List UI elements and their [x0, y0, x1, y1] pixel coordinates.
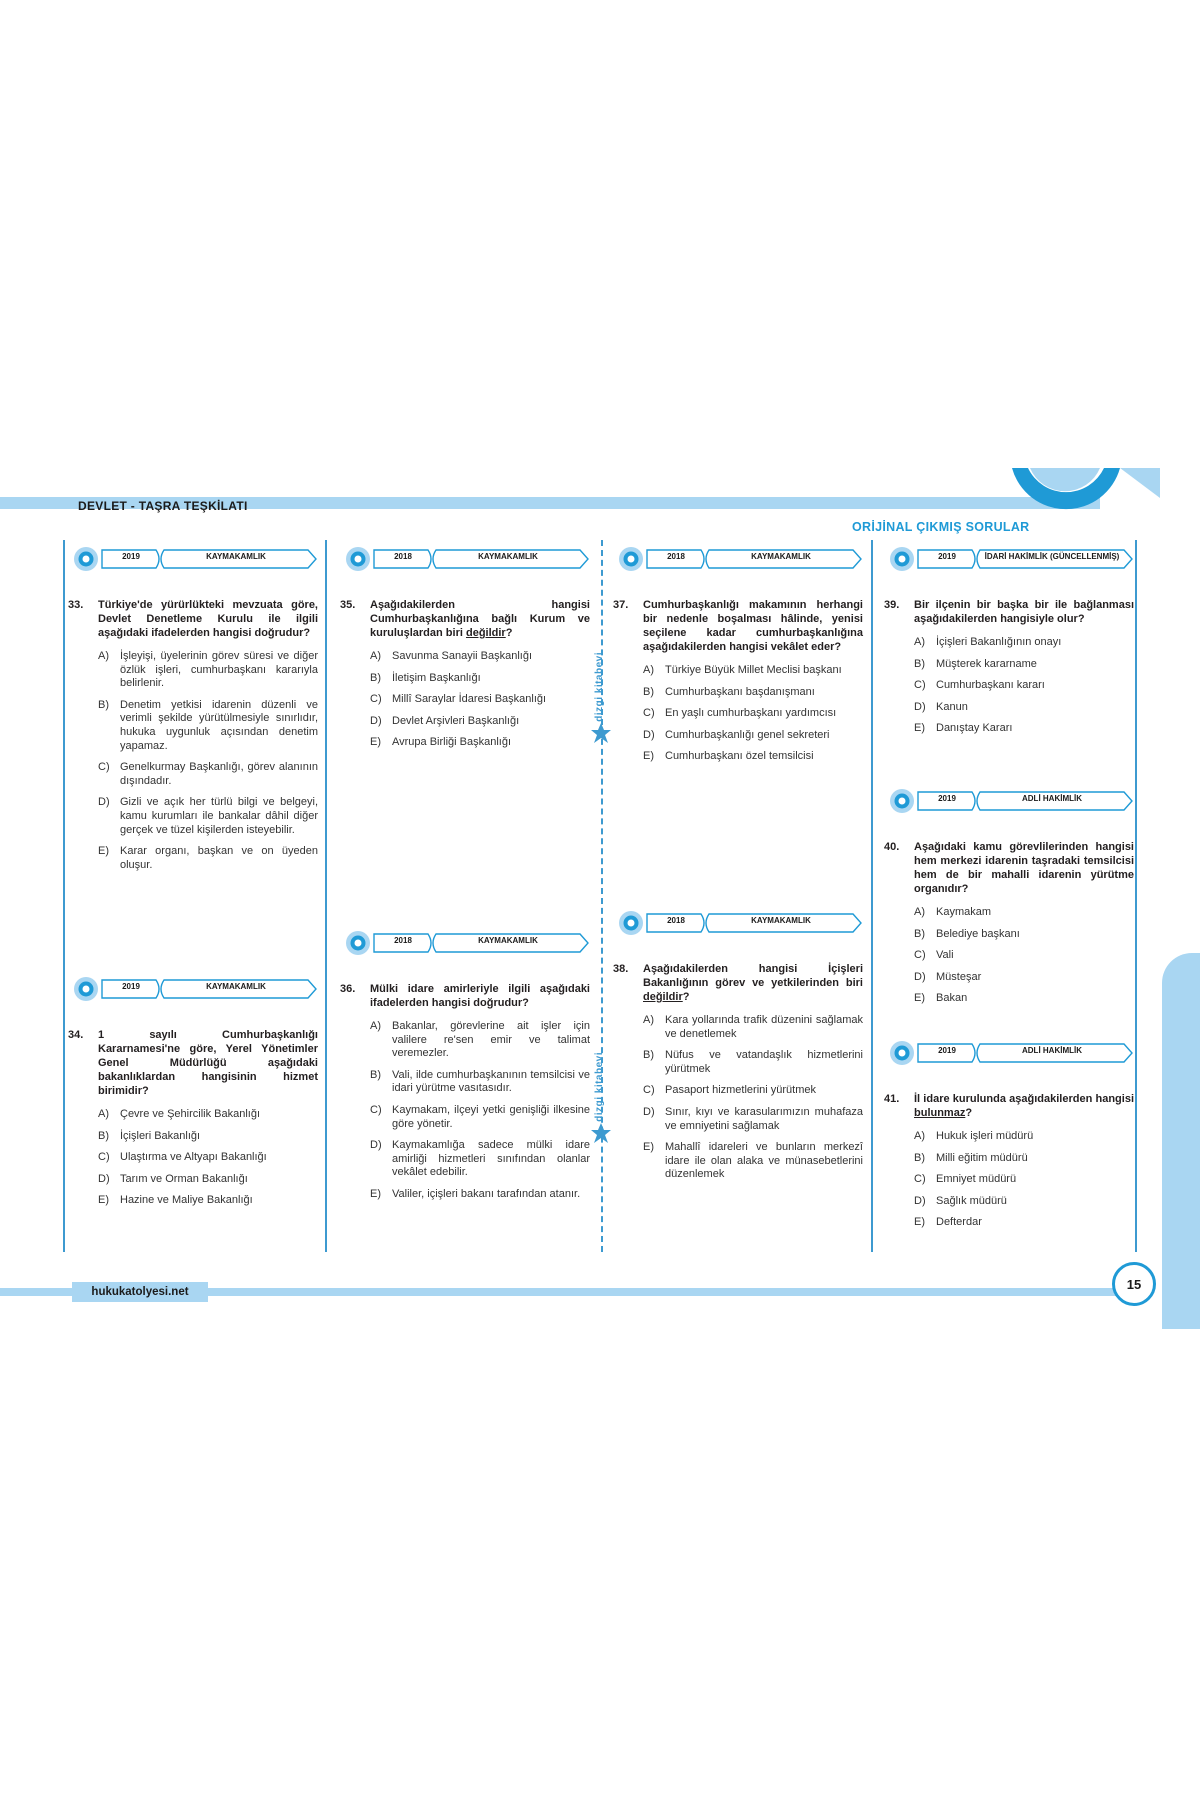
answer-option[interactable]: [914, 722, 1134, 736]
watermark-logo-icon: [589, 1122, 613, 1144]
option-text: Karar organı, başkan ve on üyeden oluşur.: [120, 845, 318, 871]
question-block: [613, 546, 863, 772]
option-text: İletişim Başkanlığı: [392, 671, 481, 684]
question-suffix: ?: [682, 991, 690, 1003]
question-stem: Bir ilçenin bir başka bir ile bağlanması aşağıdakilerden hangisiyle olur?: [914, 599, 1134, 625]
question-block: [68, 546, 318, 880]
answer-option[interactable]: [643, 707, 863, 721]
option-label: B): [370, 1068, 381, 1081]
answer-options: [643, 664, 863, 764]
exam-tag: [884, 788, 1134, 814]
option-text: Kaymakamlığa sadece mülki idare amirliği hizmetleri sınıfından olanlar vekâlet edebilir.: [392, 1139, 590, 1179]
question-suffix: ?: [505, 627, 513, 639]
option-text: Cumhurbaşkanlığı genel sekreteri: [665, 728, 830, 741]
answer-option[interactable]: [914, 1173, 1134, 1187]
option-label: C): [914, 949, 926, 962]
option-text: İçişleri Bakanlığının onayı: [936, 636, 1062, 648]
question-text: [914, 598, 1134, 626]
answer-option[interactable]: [914, 971, 1134, 985]
question-stem: İl idare kurulunda aşağıdakilerden hangisi: [914, 1093, 1134, 1105]
exam-year: 2019: [938, 1046, 956, 1055]
option-text: Devlet Arşivleri Başkanlığı: [392, 714, 520, 727]
option-label: B): [643, 1049, 654, 1062]
answer-option[interactable]: [643, 729, 863, 743]
answer-option[interactable]: [914, 1152, 1134, 1166]
question-stem: Türkiye'de yürürlükteki mevzuata göre, Devlet Denetleme Kurulu ile ilgili aşağıdaki ifadelerden hangisi doğrudur?: [98, 599, 318, 639]
question-emphasis: bulunmaz: [914, 1107, 966, 1119]
option-text: Bakanlar, görevlerine ait işler için valilere re'sen emir ve talimat veremezler.: [392, 1020, 590, 1060]
answer-option[interactable]: [98, 1108, 318, 1122]
watermark-text: dizgi kitabevi: [594, 652, 605, 722]
answer-option[interactable]: [370, 1104, 590, 1131]
exam-name: KAYMAKAMLIK: [751, 552, 811, 561]
question-block: [884, 546, 1134, 744]
answer-options: [98, 1108, 318, 1208]
option-label: B): [914, 1151, 925, 1164]
option-label: A): [643, 664, 654, 676]
option-label: D): [643, 1105, 655, 1118]
question-number: 37.: [613, 599, 629, 611]
option-label: D): [643, 728, 655, 741]
answer-option[interactable]: [370, 1188, 590, 1202]
answer-option[interactable]: [643, 750, 863, 764]
exam-name: KAYMAKAMLIK: [478, 552, 538, 561]
exam-name: KAYMAKAMLIK: [478, 936, 538, 945]
column-divider-dashed: [601, 540, 603, 1252]
question-stem: Cumhurbaşkanlığı makamının herhangi bir nedenle boşalması hâlinde, yenisi seçilene kadar cumhurbaşkanlığına aşağıdakilerden hangisi vekâlet eder?: [643, 599, 863, 653]
option-text: Bakan: [936, 992, 968, 1005]
option-text: Millî Saraylar İdaresi Başkanlığı: [392, 693, 547, 706]
question-stem: Aşağıdaki kamu görevlilerinden hangisi hem merkezi idarenin taşradaki temsilcisi hem de bir mahalli idarenin yürütme organıdır?: [914, 841, 1134, 895]
question: [884, 1092, 1134, 1120]
option-label: B): [98, 698, 109, 711]
option-text: Gizli ve açık her türlü bilgi ve belgeyi, kamu kurumları ile bankalar dâhil diğer gerçek ve tüzel kişilerden isteyebilir.: [120, 796, 318, 836]
exam-tag: [613, 546, 863, 572]
question-emphasis: değildir: [643, 991, 683, 1003]
question-block: [340, 930, 590, 1210]
option-label: E): [643, 1141, 654, 1154]
answer-option[interactable]: [370, 736, 590, 750]
exam-year: 2019: [938, 552, 956, 561]
option-label: A): [370, 1020, 381, 1032]
option-text: Sağlık müdürü: [936, 1194, 1007, 1207]
option-label: B): [643, 685, 654, 698]
option-text: Genelkurmay Başkanlığı, görev alanının dışındadır.: [120, 761, 318, 787]
answer-option[interactable]: [914, 906, 1134, 920]
option-text: Pasaport hizmetlerini yürütmek: [665, 1084, 817, 1097]
question-text: [914, 840, 1134, 896]
question-text: [643, 598, 863, 654]
question: [340, 598, 590, 640]
option-label: B): [914, 657, 925, 670]
option-text: Danıştay Kararı: [936, 722, 1013, 735]
option-text: Ulaştırma ve Altyapı Bakanlığı: [120, 1151, 267, 1164]
option-text: Emniyet müdürü: [936, 1173, 1017, 1186]
answer-option[interactable]: [914, 949, 1134, 963]
question-number: 33.: [68, 599, 84, 611]
option-label: E): [98, 845, 109, 858]
option-text: Vali, ilde cumhurbaşkanının temsilcisi ve idari yürütme vasıtasıdır.: [392, 1068, 590, 1095]
option-text: Kara yollarında trafik düzenini sağlamak ve denetlemek: [665, 1014, 863, 1040]
option-label: A): [914, 906, 925, 918]
option-text: Mahallî idareleri ve bunların merkezî idare ile olan alaka ve münasebetlerini düzenlemek: [665, 1141, 863, 1181]
exam-name: ADLİ HAKİMLİK: [1022, 1046, 1082, 1055]
answer-option[interactable]: [98, 796, 318, 837]
question-text: [98, 598, 318, 640]
exam-year: 2018: [667, 552, 685, 561]
exam-year: 2019: [938, 794, 956, 803]
option-text: Avrupa Birliği Başkanlığı: [392, 736, 512, 749]
column-divider: [63, 540, 65, 1252]
answer-option[interactable]: [98, 1130, 318, 1144]
answer-options: [643, 1014, 863, 1182]
option-label: C): [643, 1084, 655, 1097]
option-label: E): [643, 750, 654, 763]
exam-tag: [68, 546, 318, 572]
question-text: [370, 982, 590, 1010]
option-text: İçişleri Bakanlığı: [120, 1129, 201, 1142]
section-subtitle: ORİJİNAL ÇIKMIŞ SORULAR: [852, 520, 1030, 534]
page-title: DEVLET - TAŞRA TEŞKİLATI: [78, 499, 248, 513]
answer-option[interactable]: [370, 1139, 590, 1180]
option-text: Türkiye Büyük Millet Meclisi başkanı: [665, 664, 842, 676]
exam-year: 2018: [667, 916, 685, 925]
question-stem: 1 sayılı Cumhurbaşkanlığı Kararnamesi'ne göre, Yerel Yönetimler Genel Müdürlüğü aşağıdaki bakanlıklardan hangisinin hizmet birimidir?: [98, 1029, 318, 1097]
answer-options: [370, 650, 590, 750]
exam-name: KAYMAKAMLIK: [751, 916, 811, 925]
exam-year: 2019: [122, 552, 140, 561]
option-label: A): [914, 1130, 925, 1142]
option-label: D): [914, 970, 926, 983]
question-block: [340, 546, 590, 758]
question-text: [643, 962, 863, 1004]
answer-option[interactable]: [98, 1151, 318, 1165]
option-label: D): [370, 1139, 382, 1152]
answer-option[interactable]: [914, 1130, 1134, 1144]
option-label: B): [98, 1129, 109, 1142]
exam-tag: [884, 1040, 1134, 1066]
option-text: Kaymakam: [936, 906, 992, 918]
exam-tag: [340, 546, 590, 572]
watermark-logo-icon: [589, 722, 613, 744]
option-text: Defterdar: [936, 1216, 982, 1229]
answer-option[interactable]: [370, 1020, 590, 1061]
option-text: Belediye başkanı: [936, 927, 1020, 940]
option-label: E): [914, 722, 925, 735]
option-label: E): [370, 736, 381, 749]
option-text: Cumhurbaşkanı başdanışmanı: [665, 685, 815, 698]
question-number: 36.: [340, 983, 356, 995]
option-text: Tarım ve Orman Bakanlığı: [120, 1172, 248, 1185]
option-label: C): [914, 679, 926, 692]
question-text: [370, 598, 590, 640]
option-label: D): [98, 796, 110, 809]
option-text: Denetim yetkisi idarenin düzenli ve verimli şekilde yürütülmesiyle sınırlıdır, hukuka uygunluk açısından denetim yapamaz.: [120, 698, 318, 752]
question-number: 39.: [884, 599, 900, 611]
question-text: [914, 1092, 1134, 1120]
question: [68, 1028, 318, 1098]
answer-option[interactable]: [98, 1173, 318, 1187]
option-text: Nüfus ve vatandaşlık hizmetlerini yürütmek: [665, 1049, 863, 1075]
answer-option[interactable]: [914, 1195, 1134, 1209]
answer-option[interactable]: [643, 1106, 863, 1133]
option-label: C): [914, 1173, 926, 1186]
option-label: A): [370, 650, 381, 662]
answer-option[interactable]: [98, 1194, 318, 1208]
question-number: 40.: [884, 841, 900, 853]
answer-option[interactable]: [98, 845, 318, 872]
answer-options: [914, 636, 1134, 736]
option-label: E): [370, 1187, 381, 1200]
option-label: B): [914, 927, 925, 940]
option-label: C): [98, 761, 110, 774]
question: [340, 982, 590, 1010]
answer-option[interactable]: [370, 715, 590, 729]
answer-option[interactable]: [370, 693, 590, 707]
exam-tag: [340, 930, 590, 956]
answer-option[interactable]: [643, 1084, 863, 1098]
answer-options: [370, 1020, 590, 1202]
option-label: D): [914, 700, 926, 713]
question-block: [68, 976, 318, 1216]
option-text: Çevre ve Şehircilik Bakanlığı: [120, 1108, 261, 1120]
exam-name: ADLİ HAKİMLİK: [1022, 794, 1082, 803]
question-suffix: ?: [965, 1107, 973, 1119]
answer-option[interactable]: [914, 701, 1134, 715]
option-text: Cumhurbaşkanı özel temsilcisi: [665, 750, 814, 763]
question: [884, 598, 1134, 626]
option-label: C): [370, 1103, 382, 1116]
option-text: Savunma Sanayii Başkanlığı: [392, 650, 533, 662]
footer-url: hukukatolyesi.net: [72, 1282, 208, 1302]
option-text: En yaşlı cumhurbaşkanı yardımcısı: [665, 707, 837, 720]
question-text: [98, 1028, 318, 1098]
exam-year: 2018: [394, 552, 412, 561]
exam-name: İDARİ HAKİMLİK (GÜNCELLENMİŞ): [984, 552, 1120, 561]
option-label: C): [98, 1151, 110, 1164]
answer-options: [98, 650, 318, 872]
option-text: Cumhurbaşkanı kararı: [936, 679, 1045, 692]
option-text: Milli eğitim müdürü: [936, 1151, 1028, 1164]
exam-name: KAYMAKAMLIK: [206, 552, 266, 561]
option-text: Hazine ve Maliye Bakanlığı: [120, 1194, 253, 1207]
option-label: E): [914, 992, 925, 1005]
column-divider: [325, 540, 327, 1252]
question-stem: Aşağıdakilerden hangisi Cumhurbaşkanlığına bağlı Kurum ve kuruluşlardan biri: [370, 599, 590, 639]
answer-option[interactable]: [370, 650, 590, 664]
column-divider: [1135, 540, 1137, 1252]
option-text: Kanun: [936, 700, 968, 713]
side-tab-decoration: [1162, 953, 1200, 1329]
option-label: D): [370, 714, 382, 727]
answer-option[interactable]: [643, 664, 863, 678]
exam-tag: [884, 546, 1134, 572]
answer-option[interactable]: [914, 679, 1134, 693]
question-number: 38.: [613, 963, 629, 975]
question: [613, 598, 863, 654]
answer-option[interactable]: [370, 672, 590, 686]
question-number: 41.: [884, 1093, 900, 1105]
answer-option[interactable]: [643, 1014, 863, 1041]
answer-options: [914, 906, 1134, 1006]
answer-option[interactable]: [643, 1049, 863, 1076]
option-text: Müşterek kararname: [936, 657, 1037, 670]
answer-option[interactable]: [370, 1069, 590, 1096]
answer-option[interactable]: [643, 686, 863, 700]
question-emphasis: değildir: [465, 627, 506, 639]
option-label: B): [370, 671, 381, 684]
exam-year: 2018: [394, 936, 412, 945]
question: [884, 840, 1134, 896]
option-label: A): [98, 650, 109, 662]
option-label: D): [98, 1172, 110, 1185]
question-number: 34.: [68, 1029, 84, 1041]
question-block: [884, 788, 1134, 1014]
option-label: D): [914, 1194, 926, 1207]
exam-tag: [613, 910, 863, 936]
column-divider: [871, 540, 873, 1252]
option-text: Vali: [936, 949, 954, 962]
question-block: [884, 1040, 1134, 1238]
option-text: Müsteşar: [936, 970, 982, 983]
question-stem: Mülki idare amirleriyle ilgili aşağıdaki ifadelerden hangisi doğrudur?: [370, 983, 590, 1009]
exam-name: KAYMAKAMLIK: [206, 982, 266, 991]
option-text: Hukuk işleri müdürü: [936, 1130, 1034, 1142]
watermark-text: dizgi kitabevi: [594, 1052, 605, 1122]
option-label: A): [914, 636, 925, 648]
question-block: [613, 910, 863, 1190]
option-label: A): [98, 1108, 109, 1120]
question: [68, 598, 318, 640]
question: [613, 962, 863, 1004]
exam-tag: [68, 976, 318, 1002]
option-text: Sınır, kıyı ve karasularımızın muhafaza ve emniyetini sağlamak: [665, 1105, 863, 1132]
answer-option[interactable]: [98, 699, 318, 753]
option-text: Kaymakam, ilçeyi yetki genişliği ilkesine göre yönetir.: [392, 1103, 590, 1130]
question-stem: Aşağıdakilerden hangisi İçişleri Bakanlığının görev ve yetkilerinden biri: [643, 963, 863, 989]
answer-options: [914, 1130, 1134, 1230]
question-number: 35.: [340, 599, 356, 611]
answer-option[interactable]: [914, 992, 1134, 1006]
exam-year: 2019: [122, 982, 140, 991]
option-text: İşleyişi, üyelerinin görev süresi ve diğer özlük işleri, cumhurbaşkanı kararıyla belirlenir.: [120, 650, 318, 690]
answer-option[interactable]: [914, 658, 1134, 672]
option-label: A): [643, 1014, 654, 1026]
option-label: C): [643, 707, 655, 720]
answer-option[interactable]: [98, 650, 318, 691]
page-number: 15: [1112, 1262, 1156, 1306]
corner-decoration-icon: [1000, 468, 1170, 538]
answer-option[interactable]: [914, 928, 1134, 942]
answer-option[interactable]: [914, 1216, 1134, 1230]
answer-option[interactable]: [643, 1141, 863, 1182]
option-label: E): [914, 1216, 925, 1229]
answer-option[interactable]: [914, 636, 1134, 650]
option-label: C): [370, 693, 382, 706]
option-text: Valiler, içişleri bakanı tarafından atanır.: [392, 1187, 581, 1200]
answer-option[interactable]: [98, 761, 318, 788]
option-label: E): [98, 1194, 109, 1207]
